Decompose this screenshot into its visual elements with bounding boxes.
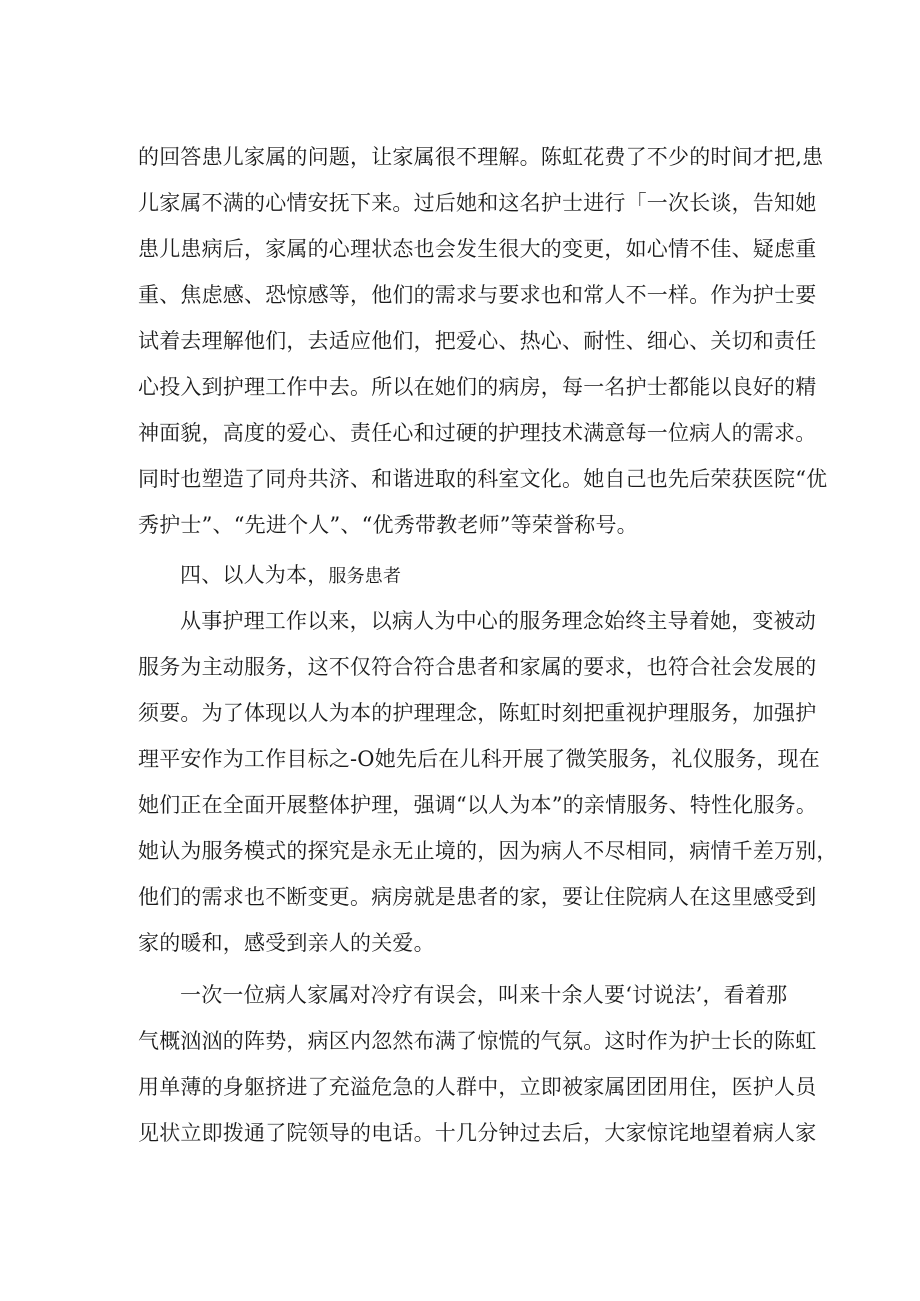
text-line: 她认为服务模式的探究是永无止境的，因为病人不尽相同，病情千差万别， [138, 839, 838, 863]
text-line: 他们的需求也不断变更。病房就是患者的家，要让住院病人在这里感受到 [138, 885, 817, 909]
text-line: 的回答患儿家属的问题，让家属很不理解。陈虹花费了不少的时间才把,患 [138, 145, 824, 169]
section-heading-part2: 服务患者 [328, 566, 402, 587]
text-line: 服务为主动服务，这不仅符合符合患者和家属的要求，也符合社会发展的 [138, 655, 817, 679]
text-line: 秀护士”、“先进个人”、“优秀带教老师”等荣誉称号。 [138, 513, 638, 537]
text-line: 从事护理工作以来，以病人为中心的服务理念始终主导着她，变被动 [180, 609, 816, 633]
text-line: 须要。为了体现以人为本的护理理念，陈虹时刻把重视护理服务，加强护 [138, 701, 817, 725]
section-heading [180, 560, 401, 592]
text-line: 一次一位病人家属对冷疗有误会，叫来十余人要‘讨说法’，看着那 [180, 983, 788, 1007]
text-line: 患儿患病后，家属的心理状态也会发生很大的变更，如心情不佳、疑虑重 [138, 237, 817, 261]
text-line: 心投入到护理工作中去。所以在她们的病房，每一名护士都能以良好的精 [138, 375, 817, 399]
text-line: 重、焦虑感、恐惊感等，他们的需求与要求也和常人不一样。作为护士要 [138, 283, 817, 307]
text-line: 见状立即拨通了院领导的电话。十几分钟过去后，大家惊诧地望着病人家 [138, 1121, 817, 1145]
text-line: 气概汹汹的阵势，病区内忽然布满了惊慌的气氛。这时作为护士长的陈虹 [138, 1029, 817, 1053]
text-line: 她们正在全面开展整体护理，强调“以人为本”的亲情服务、特性化服务。 [138, 793, 818, 817]
text-line: 儿家属不满的心情安抚下来。过后她和这名护士进行「一次长谈，告知她 [138, 191, 817, 215]
text-line: 家的暖和，感受到亲人的关爱。 [138, 931, 435, 955]
section-heading-part1: 四、以人为本， [180, 563, 329, 587]
text-line: 用单薄的身躯挤进了充溢危急的人群中，立即被家属团团用住，医护人员 [138, 1075, 817, 1099]
text-line: 理平安作为工作目标之-O她先后在儿科开展了微笑服务，礼仪服务，现在 [138, 747, 820, 771]
text-line: 试着去理解他们，去适应他们，把爱心、热心、耐性、细心、关切和责任 [138, 329, 817, 353]
text-line: 同时也塑造了同舟共济、和谐进取的科室文化。她自己也先后荣获医院“优 [138, 467, 828, 491]
text-line: 神面貌，高度的爱心、责任心和过硬的护理技术满意每一位病人的需求。 [138, 421, 817, 445]
